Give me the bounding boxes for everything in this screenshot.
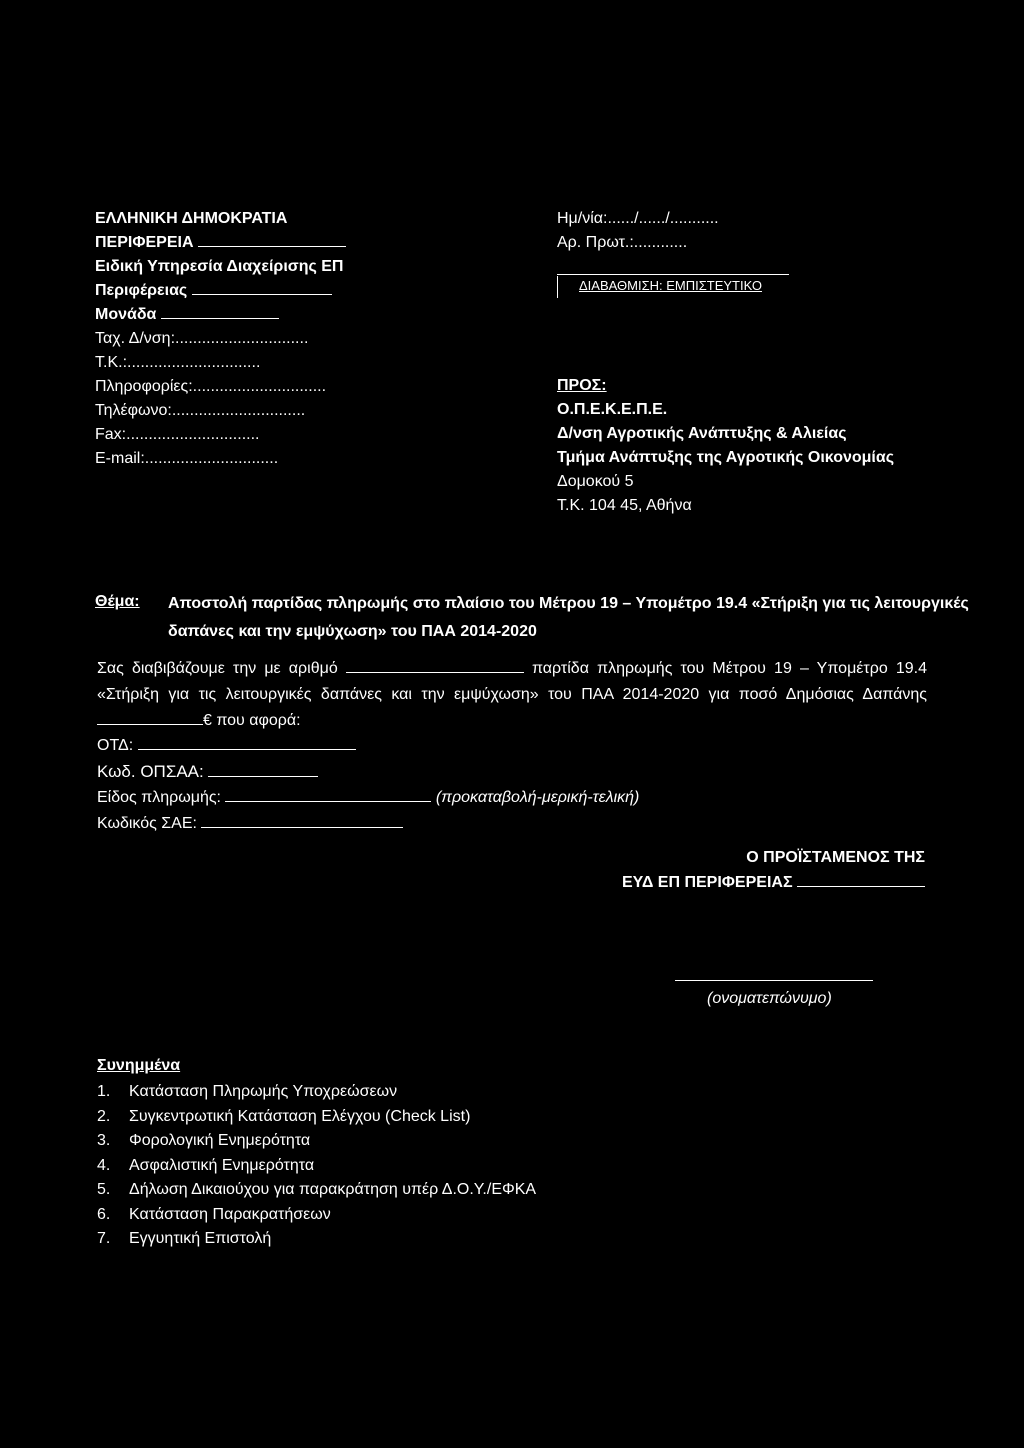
postal-code-field[interactable]: Τ.Κ.:.............................. [95, 354, 261, 371]
list-item: 6. Κατάσταση Παρακρατήσεων [97, 1205, 331, 1223]
attachments-block [97, 1054, 536, 1252]
recipient-dept: Δ/νση Αγροτικής Ανάπτυξης & Αλιείας [557, 425, 847, 442]
list-item: 3. Φορολογική Ενημερότητα [97, 1132, 311, 1149]
attachments-heading: Συνημμένα [97, 1057, 181, 1074]
date-field[interactable]: Ημ/νία:....../....../........... [557, 210, 719, 227]
managing-authority: Ειδική Υπηρεσία Διαχείρισης ΕΠ [95, 258, 344, 275]
list-item: 1. Κατάσταση Πληρωμής Υποχρεώσεων [97, 1083, 398, 1100]
attachments-list [97, 1080, 536, 1252]
subject-label: Θέμα: [95, 593, 140, 610]
payment-fields [97, 734, 639, 838]
protocol-field[interactable]: Αρ. Πρωτ.:............ [557, 234, 688, 251]
sae-blank[interactable] [201, 813, 403, 828]
region-line: ΠΕΡΙΦΕΡΕΙΑ [95, 231, 346, 255]
document-meta [557, 207, 719, 255]
to-label: ΠΡΟΣ: [557, 377, 607, 394]
classification-rule [557, 274, 789, 275]
phone-field[interactable]: Τηλέφωνο:.............................. [95, 402, 306, 419]
otd-blank[interactable] [138, 735, 356, 750]
info-field[interactable]: Πληροφορίες:.............................. [95, 378, 327, 395]
signature-block [614, 846, 925, 896]
signer-title-1: Ο ΠΡΟΪΣΤΑΜΕΝΟΣ ΤΗΣ [746, 849, 925, 866]
list-item: 5. Δήλωση Δικαιούχου για παρακράτηση υπέρ Δ.Ο.Υ./ΕΦΚΑ [97, 1181, 537, 1198]
recipient-street: Δομοκού 5 [557, 473, 634, 490]
signer-title-2: ΕΥΔ ΕΠ ΠΕΡΙΦΕΡΕΙΑΣ [614, 871, 925, 896]
recipient-city: Τ.Κ. 104 45, Αθήνα [557, 497, 692, 514]
subject-text: Αποστολή παρτίδας πληρωμής στο πλαίσιο του Μέτρου 19 – Υπομέτρο 19.4 «Στήριξη για τις λειτουργικές δαπάνες και την εμψύχωση» του ΠΑΑ 2014-2020 [168, 595, 969, 640]
signer-name-hint: (ονοματεπώνυμο) [707, 990, 832, 1007]
opsaa-row: Κωδ. ΟΠΣΑΑ: [97, 760, 639, 786]
list-item: 2. Συγκεντρωτική Κατάσταση Ελέγχου (Check List) [97, 1107, 471, 1125]
payment-type-blank[interactable] [225, 787, 431, 802]
recipient-section: Τμήμα Ανάπτυξης της Αγροτικής Οικονομίας [557, 449, 895, 466]
region-blank[interactable] [198, 232, 346, 247]
unit-blank[interactable] [161, 304, 279, 319]
fax-field[interactable]: Fax:.............................. [95, 426, 260, 443]
list-item: 4. Ασφαλιστική Ενημερότητα [97, 1156, 315, 1174]
otd-row: ΟΤΔ: [97, 734, 639, 760]
region-name-blank[interactable] [192, 280, 332, 295]
amount-blank[interactable] [97, 710, 203, 725]
region-signature-blank[interactable] [797, 872, 925, 887]
sae-row: Κωδικός ΣΑΕ: [97, 812, 639, 838]
classification-bar [557, 276, 558, 298]
unit-line: Μονάδα [95, 303, 346, 327]
recipient-block [557, 374, 894, 518]
email-field[interactable]: E-mail:.............................. [95, 450, 279, 467]
region-name-line: Περιφέρειας [95, 279, 346, 303]
signature-line[interactable] [675, 980, 873, 981]
classification-label: ΔΙΑΒΑΘΜΙΣΗ: ΕΜΠΙΣΤΕΥΤΙΚΟ [579, 278, 762, 293]
sender-block [95, 207, 346, 471]
country-name: ΕΛΛΗΝΙΚΗ ΔΗΜΟΚΡΑΤΙΑ [95, 210, 288, 227]
list-item: 7. Εγγυητική Επιστολή [97, 1230, 272, 1247]
recipient-org: Ο.Π.Ε.Κ.Ε.Π.Ε. [557, 401, 668, 418]
batch-number-blank[interactable] [346, 658, 524, 673]
body-paragraph: Σας διαβιβάζουμε την με αριθμό παρτίδα πληρωμής του Μέτρου 19 – Υπομέτρο 19.4 «Στήριξη για τις λειτουργικές δαπάνες και την εμψύχωση» του ΠΑΑ 2014-2020 για ποσό Δημόσιας Δαπάνης € που αφορά: [97, 660, 927, 729]
opsaa-blank[interactable] [208, 762, 318, 777]
address-field[interactable]: Ταχ. Δ/νση:.............................. [95, 330, 309, 347]
payment-type-row: Είδος πληρωμής: (προκαταβολή-μερική-τελική) [97, 789, 640, 806]
